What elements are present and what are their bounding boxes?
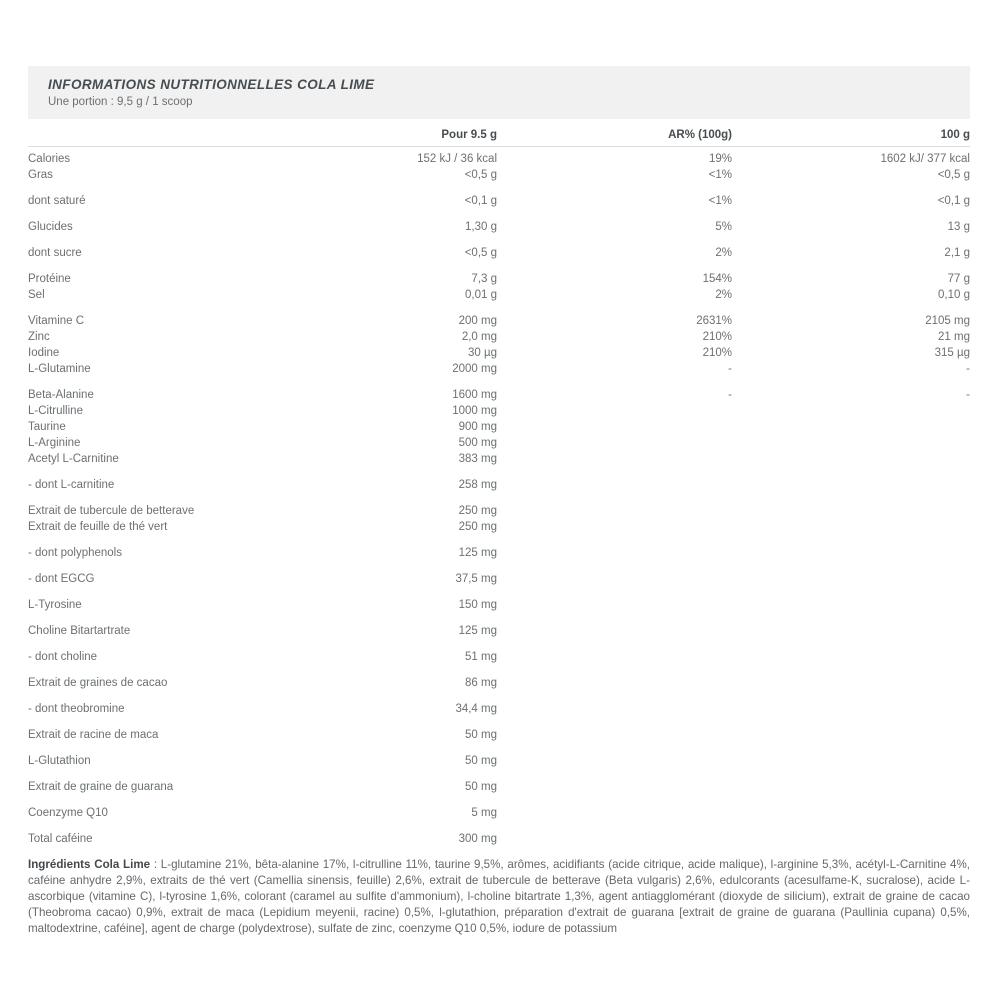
table-row [28, 675, 970, 691]
table-group [28, 477, 970, 493]
value-per-portion: 50 mg [465, 755, 497, 767]
portion-subtitle: Une portion : 9,5 g / 1 scoop [48, 96, 193, 108]
nutrient-label: Coenzyme Q10 [28, 807, 108, 819]
table-column-headers [28, 129, 970, 147]
table-group [28, 545, 970, 561]
table-group [28, 245, 970, 261]
value-per-portion: <0,5 g [464, 169, 497, 181]
value-per-portion: <0,1 g [464, 195, 497, 207]
nutrient-label: - dont theobromine [28, 703, 125, 715]
value-ar-percent: <1% [708, 169, 732, 181]
value-per-100g: 2105 mg [925, 315, 970, 327]
nutrient-label: - dont polyphenols [28, 547, 122, 559]
table-row [28, 503, 970, 519]
value-ar-percent: - [728, 389, 732, 401]
table-row [28, 403, 970, 419]
table-group [28, 271, 970, 303]
column-header-per-portion: Pour 9.5 g [441, 129, 497, 141]
value-ar-percent: 5% [715, 221, 732, 233]
column-header-spacer [28, 129, 348, 141]
nutrient-label: Extrait de graines de cacao [28, 677, 168, 689]
table-row [28, 477, 970, 493]
nutrient-label: - dont EGCG [28, 573, 95, 585]
table-group [28, 805, 970, 821]
table-row [28, 519, 970, 535]
nutrient-label: L-Glutamine [28, 363, 91, 375]
value-ar-percent: <1% [708, 195, 732, 207]
table-group [28, 701, 970, 717]
value-per-100g: 77 g [947, 273, 970, 285]
value-per-portion: 900 mg [458, 421, 497, 433]
table-row [28, 387, 970, 403]
value-ar-percent [497, 649, 732, 665]
table-row [28, 779, 970, 795]
value-per-100g [732, 753, 970, 769]
value-per-100g [732, 831, 970, 847]
value-per-100g [732, 649, 970, 665]
value-ar-percent [497, 727, 732, 743]
nutrition-table-body [28, 147, 970, 847]
nutrient-label: L-Tyrosine [28, 599, 82, 611]
value-per-portion: 34,4 mg [455, 703, 497, 715]
value-per-portion: 0,01 g [465, 289, 497, 301]
value-per-portion: 125 mg [458, 547, 497, 559]
value-ar-percent [497, 545, 732, 561]
value-per-100g: 0,10 g [938, 289, 970, 301]
value-per-portion: 300 mg [458, 833, 497, 845]
table-group [28, 313, 970, 377]
nutrient-label: Extrait de tubercule de betterave [28, 505, 195, 517]
value-ar-percent [497, 597, 732, 613]
value-ar-percent: 2631% [696, 315, 732, 327]
nutrient-label: Extrait de feuille de thé vert [28, 521, 168, 533]
nutrient-label: Glucides [28, 221, 73, 233]
value-per-portion: 7,3 g [471, 273, 497, 285]
table-row [28, 361, 970, 377]
value-per-100g: - [966, 389, 970, 401]
table-row [28, 287, 970, 303]
table-row [28, 727, 970, 743]
value-ar-percent [497, 419, 732, 435]
ingredients-paragraph [28, 857, 970, 937]
nutrient-label: Vitamine C [28, 315, 85, 327]
value-ar-percent [497, 623, 732, 639]
value-per-100g: - [966, 363, 970, 375]
value-per-portion: 250 mg [458, 505, 497, 517]
nutrient-label: Acetyl L-Carnitine [28, 453, 119, 465]
value-per-portion: 37,5 mg [455, 573, 497, 585]
value-ar-percent: 210% [702, 347, 732, 359]
value-per-100g [732, 701, 970, 717]
value-per-100g: 2,1 g [944, 247, 970, 259]
nutrient-label: Iodine [28, 347, 60, 359]
nutrient-label: Taurine [28, 421, 66, 433]
table-row [28, 701, 970, 717]
value-per-portion: 1,30 g [465, 221, 497, 233]
value-per-portion: 258 mg [458, 479, 497, 491]
ingredients-text: : L-glutamine 21%, bêta-alanine 17%, l-citrulline 11%, taurine 9,5%, arômes, acidifiants (acide citrique, acide malique), l-arginine 5,3%, acétyl-L-Carnitine 4%, caféine anhydre 2,9%, extraits de thé vert (Camellia sinensis, feuille) 2,6%, extrait de tubercule de betterave (Beta vulgaris) 2,6%, edulcorants (acesulfame-K, sucralose), acide L-ascorbique (vitamine C), l-tyrosine 1,6%, colorant (caramel au sulfite d'ammonium), l-choline bitartrate 1,3%, agent antiagglomérant (dioxyde de silicium), extrait de graine de cacao (Theobroma cacao) 0,9%, extrait de maca (Lepidium meyenii, racine) 0,5%, l-glutathion, préparation d'extrait de guarana [extrait de graine de guarana (Paullinia cupana) 0,5%, maltodextrine, caféine], agent de charge (polydextrose), sulfate de zinc, coenzyme Q10 0,5%, iodure de potassium [28, 858, 970, 935]
table-group [28, 727, 970, 743]
value-ar-percent [497, 675, 732, 691]
table-group [28, 193, 970, 209]
value-per-portion: 125 mg [458, 625, 497, 637]
value-ar-percent [497, 403, 732, 419]
value-per-portion: 152 kJ / 36 kcal [417, 153, 497, 165]
value-per-portion: 250 mg [458, 521, 497, 533]
value-ar-percent [497, 451, 732, 467]
value-ar-percent: - [728, 363, 732, 375]
table-row [28, 245, 970, 261]
nutrient-label: L-Arginine [28, 437, 81, 449]
table-row [28, 193, 970, 209]
value-per-portion: 1600 mg [452, 389, 497, 401]
value-per-portion: 200 mg [458, 315, 497, 327]
value-per-100g: 21 mg [938, 331, 970, 343]
table-group [28, 503, 970, 535]
value-per-100g [732, 477, 970, 493]
table-row [28, 571, 970, 587]
value-per-100g: <0,5 g [937, 169, 970, 181]
value-per-100g: 315 µg [934, 347, 970, 359]
table-row [28, 167, 970, 183]
value-per-100g [732, 451, 970, 467]
value-per-100g: 1602 kJ/ 377 kcal [880, 153, 970, 165]
value-per-100g: 13 g [947, 221, 970, 233]
nutrient-label: L-Citrulline [28, 405, 83, 417]
nutrient-label: - dont L-carnitine [28, 479, 115, 491]
table-group [28, 753, 970, 769]
value-per-portion: 2,0 mg [461, 331, 497, 343]
value-per-portion: 51 mg [465, 651, 497, 663]
value-per-100g [732, 675, 970, 691]
table-group [28, 387, 970, 467]
value-per-100g [732, 403, 970, 419]
nutrient-label: Gras [28, 169, 53, 181]
table-row [28, 419, 970, 435]
column-header-ar-percent: AR% (100g) [668, 129, 732, 141]
value-per-portion: 30 µg [467, 347, 497, 359]
value-per-100g [732, 435, 970, 451]
table-row [28, 271, 970, 287]
value-per-100g [732, 597, 970, 613]
nutrient-label: Zinc [28, 331, 50, 343]
value-per-portion: 50 mg [465, 729, 497, 741]
value-ar-percent: 19% [708, 153, 732, 165]
table-row [28, 345, 970, 361]
value-per-100g [732, 503, 970, 519]
value-per-portion: 50 mg [465, 781, 497, 793]
table-row [28, 649, 970, 665]
table-group [28, 219, 970, 235]
value-per-100g [732, 779, 970, 795]
table-group [28, 675, 970, 691]
value-ar-percent [497, 503, 732, 519]
value-ar-percent: 2% [715, 289, 732, 301]
table-row [28, 545, 970, 561]
value-per-portion: 86 mg [465, 677, 497, 689]
nutrient-label: Beta-Alanine [28, 389, 94, 401]
table-row [28, 151, 970, 167]
table-row [28, 753, 970, 769]
table-group [28, 151, 970, 183]
value-per-100g [732, 545, 970, 561]
value-ar-percent [497, 805, 732, 821]
nutrient-label: Calories [28, 153, 71, 165]
value-ar-percent [497, 831, 732, 847]
table-row [28, 329, 970, 345]
value-ar-percent [497, 435, 732, 451]
nutrient-label: dont sucre [28, 247, 82, 259]
table-row [28, 219, 970, 235]
value-per-100g [732, 623, 970, 639]
nutrient-label: - dont choline [28, 651, 98, 663]
column-header-per-100g: 100 g [940, 129, 970, 141]
table-group [28, 623, 970, 639]
value-ar-percent [497, 477, 732, 493]
nutrient-label: dont saturé [28, 195, 86, 207]
value-per-portion: <0,5 g [464, 247, 497, 259]
value-ar-percent [497, 779, 732, 795]
value-ar-percent: 154% [702, 273, 732, 285]
value-per-100g [732, 727, 970, 743]
nutrient-label: Protéine [28, 273, 71, 285]
value-per-portion: 1000 mg [452, 405, 497, 417]
nutrient-label: Total caféine [28, 833, 93, 845]
nutrient-label: Extrait de racine de maca [28, 729, 159, 741]
value-per-100g: <0,1 g [937, 195, 970, 207]
value-ar-percent: 210% [702, 331, 732, 343]
table-row [28, 805, 970, 821]
table-group [28, 831, 970, 847]
table-group [28, 779, 970, 795]
table-row [28, 435, 970, 451]
value-ar-percent: 2% [715, 247, 732, 259]
table-row [28, 313, 970, 329]
value-per-portion: 2000 mg [452, 363, 497, 375]
value-per-portion: 500 mg [458, 437, 497, 449]
table-group [28, 649, 970, 665]
nutrient-label: Extrait de graine de guarana [28, 781, 174, 793]
value-per-100g [732, 805, 970, 821]
value-per-portion: 383 mg [458, 453, 497, 465]
table-group [28, 571, 970, 587]
nutrient-label: Sel [28, 289, 45, 301]
value-per-100g [732, 571, 970, 587]
value-ar-percent [497, 519, 732, 535]
value-per-portion: 150 mg [458, 599, 497, 611]
value-per-100g [732, 419, 970, 435]
value-ar-percent [497, 571, 732, 587]
value-per-100g [732, 519, 970, 535]
value-per-portion: 5 mg [471, 807, 497, 819]
page-title: INFORMATIONS NUTRITIONNELLES COLA LIME [48, 77, 375, 92]
table-group [28, 597, 970, 613]
nutrient-label: L-Glutathion [28, 755, 91, 767]
header-block [28, 66, 970, 119]
value-ar-percent [497, 701, 732, 717]
value-ar-percent [497, 753, 732, 769]
table-row [28, 451, 970, 467]
table-row [28, 831, 970, 847]
table-row [28, 623, 970, 639]
table-row [28, 597, 970, 613]
ingredients-lead: Ingrédients Cola Lime [28, 858, 151, 871]
nutrient-label: Choline Bitartartrate [28, 625, 131, 637]
